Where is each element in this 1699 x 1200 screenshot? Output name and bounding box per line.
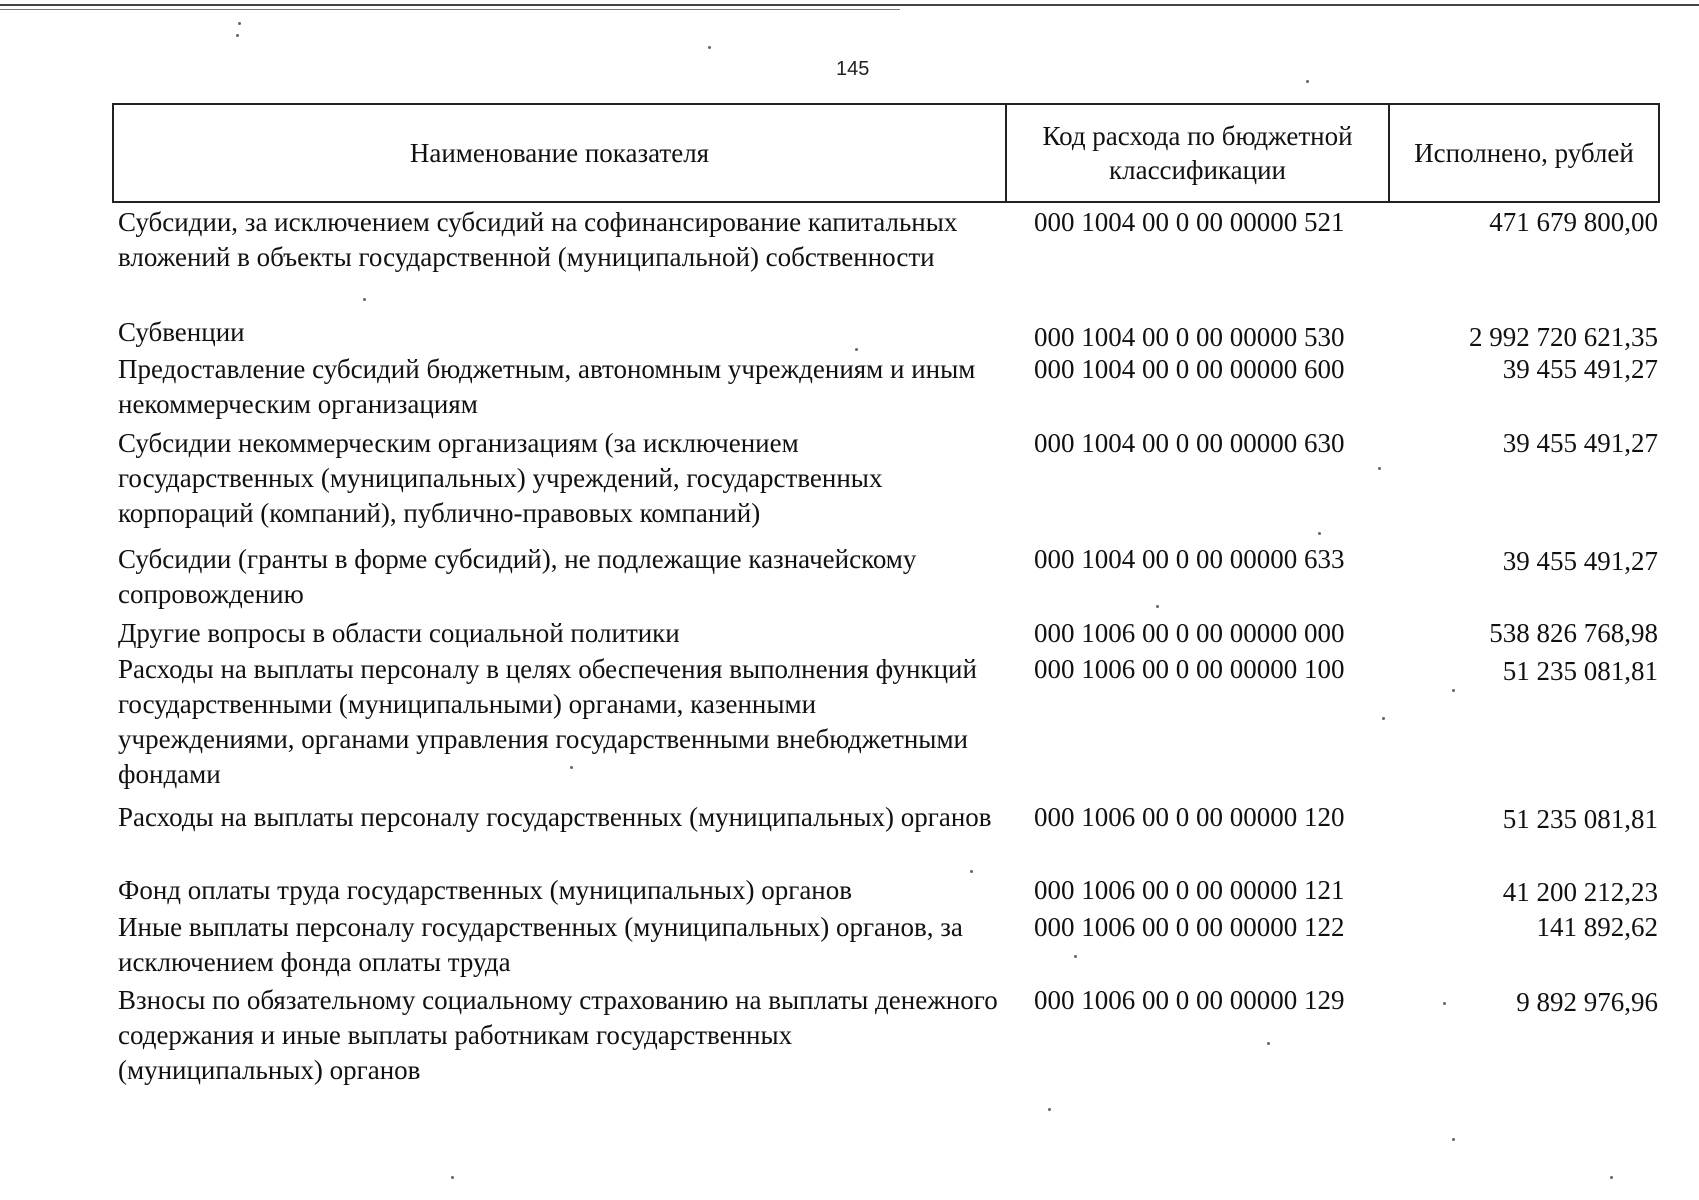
row-code: 000 1006 00 0 00 00000 100	[1034, 654, 1345, 684]
row-amount: 2 992 720 621,35	[1469, 322, 1658, 352]
row-amount: 51 235 081,81	[1502, 656, 1658, 686]
header-code: Код расхода по бюджетной классификации	[1007, 105, 1390, 201]
scan-top-border-thin	[0, 9, 900, 10]
scan-speck	[1382, 717, 1385, 720]
row-amount: 538 826 768,98	[1489, 618, 1658, 648]
scan-speck	[1048, 1108, 1051, 1111]
page-number: 145	[836, 58, 870, 80]
row-amount: 471 679 800,00	[1489, 207, 1658, 237]
scan-speck	[1443, 1002, 1446, 1005]
row-code: 000 1006 00 0 00 00000 129	[1034, 985, 1345, 1015]
scan-speck	[1610, 1176, 1613, 1179]
row-code: 000 1006 00 0 00 00000 121	[1034, 875, 1345, 905]
row-amount: 41 200 212,23	[1502, 877, 1658, 907]
scan-speck	[363, 298, 366, 301]
scan-speck	[1267, 1042, 1270, 1045]
row-amount: 39 455 491,27	[1502, 428, 1658, 458]
row-name: Другие вопросы в области социальной политики	[118, 618, 680, 648]
row-name: Субсидии (гранты в форме субсидий), не подлежащие казначейскому сопровождению	[118, 544, 917, 609]
row-amount: 141 892,62	[1536, 912, 1658, 942]
scan-speck	[1452, 689, 1455, 692]
scan-speck	[451, 1176, 454, 1179]
row-amount: 51 235 081,81	[1502, 804, 1658, 834]
scan-speck	[1452, 1138, 1455, 1141]
scan-speck	[855, 348, 858, 351]
row-name: Расходы на выплаты персоналу в целях обеспечения выполнения функций государственными (муниципальными) органами, казенными учреждениями, органами управления государственными внебюджетными фондами	[118, 654, 977, 789]
scan-speck	[708, 46, 711, 49]
scan-speck	[570, 766, 573, 769]
row-amount: 39 455 491,27	[1502, 354, 1658, 384]
scan-top-border	[0, 4, 1699, 6]
scan-speck	[1156, 605, 1159, 608]
scan-speck	[1074, 955, 1077, 958]
row-name: Субсидии некоммерческим организациям (за исключением государственных (муниципальных) учреждений, государственных корпораций (компаний), публично-правовых компаний)	[118, 428, 883, 528]
row-name: Субсидии, за исключением субсидий на софинансирование капитальных вложений в объекты государственной (муниципальной) собственности	[118, 207, 958, 272]
row-code: 000 1004 00 0 00 00000 521	[1034, 207, 1345, 237]
scan-speck	[1378, 467, 1381, 470]
scan-speck	[236, 34, 239, 37]
row-name: Иные выплаты персоналу государственных (муниципальных) органов, за исключением фонда оплаты труда	[118, 912, 963, 977]
row-code: 000 1004 00 0 00 00000 600	[1034, 354, 1345, 384]
row-code: 000 1006 00 0 00 00000 000	[1034, 618, 1345, 648]
row-code: 000 1004 00 0 00 00000 630	[1034, 428, 1345, 458]
row-amount: 39 455 491,27	[1502, 546, 1658, 576]
row-code: 000 1006 00 0 00 00000 120	[1034, 802, 1345, 832]
row-name: Предоставление субсидий бюджетным, автономным учреждениям и иным некоммерческим организациям	[118, 354, 976, 419]
scan-speck	[1306, 80, 1309, 83]
row-code: 000 1004 00 0 00 00000 633	[1034, 544, 1345, 574]
row-amount: 9 892 976,96	[1516, 987, 1658, 1017]
row-name: Взносы по обязательному социальному страхованию на выплаты денежного содержания и иные выплаты работникам государственных (муниципальных) органов	[118, 985, 998, 1085]
row-name: Субвенции	[118, 317, 245, 347]
table-header	[112, 103, 1660, 203]
row-name: Фонд оплаты труда государственных (муниципальных) органов	[118, 875, 852, 905]
scan-speck	[238, 22, 241, 25]
scan-speck	[970, 870, 973, 873]
header-amount: Исполнено, рублей	[1414, 138, 1634, 168]
row-code: 000 1004 00 0 00 00000 530	[1034, 322, 1345, 352]
row-name: Расходы на выплаты персоналу государственных (муниципальных) органов	[118, 802, 992, 832]
scan-speck	[1318, 532, 1321, 535]
row-code: 000 1006 00 0 00 00000 122	[1034, 912, 1345, 942]
header-name: Наименование показателя	[114, 105, 1007, 201]
